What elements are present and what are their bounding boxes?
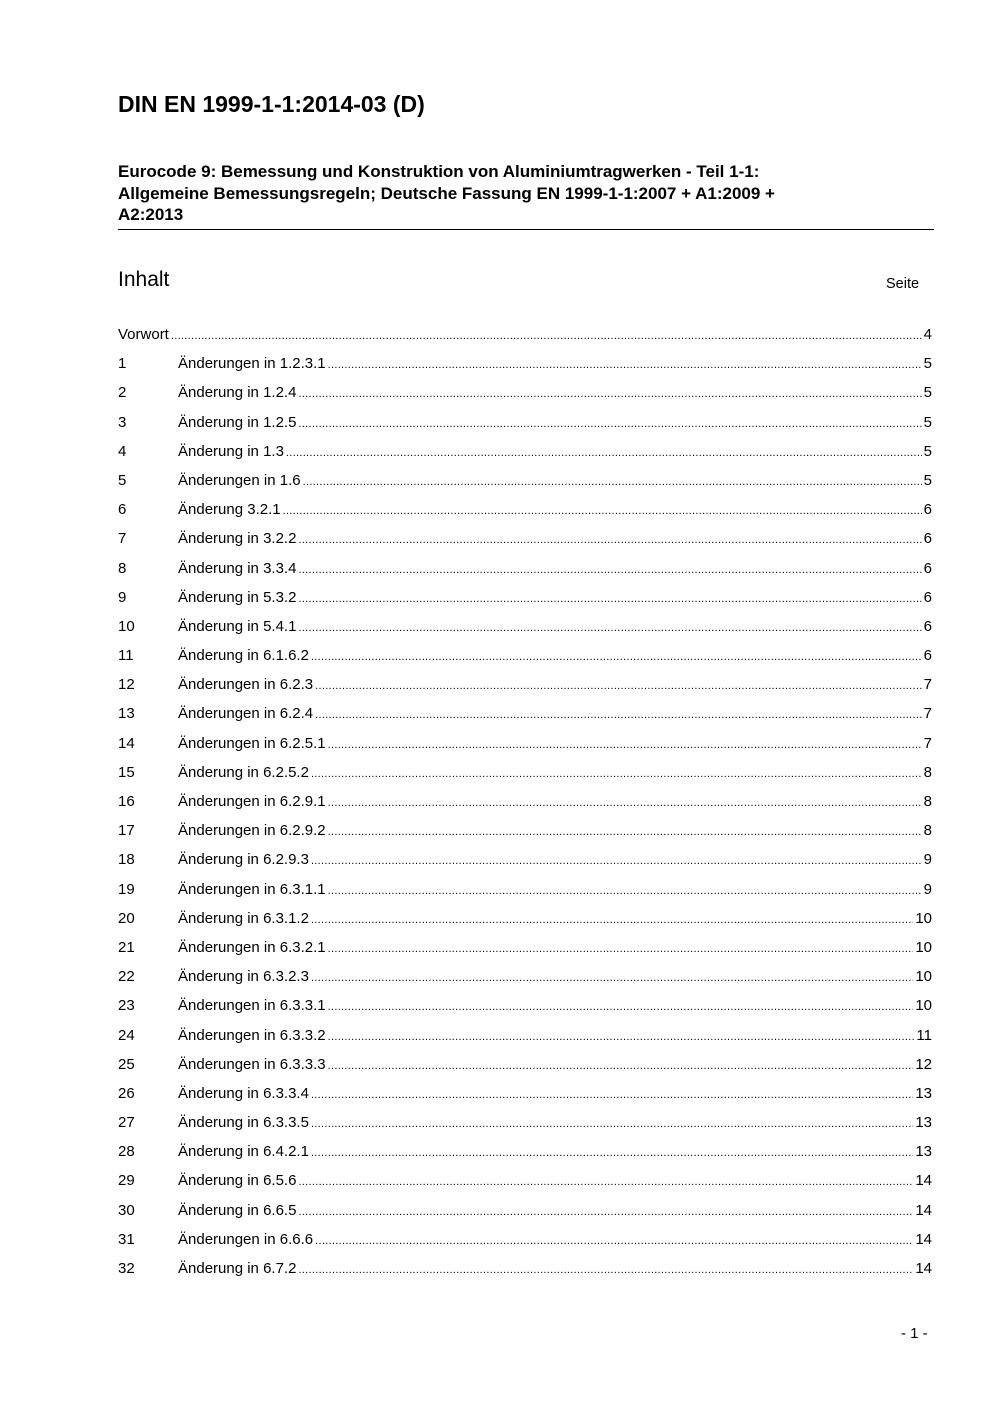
toc-entry-number: 13 [118,705,135,723]
toc-dot-leader [298,1174,913,1191]
toc-entry-page: 5 [923,442,932,460]
toc-entry-title: Änderung in 6.3.1.2 [178,909,309,927]
toc-entry[interactable] [118,910,932,939]
toc-dot-leader [283,503,922,520]
toc-entry-page: 14 [915,1260,932,1277]
subtitle-line: A2:2013 [118,205,184,224]
toc-entry-page: 8 [923,822,932,840]
toc-entry-title: Änderungen in 6.3.1.1 [178,880,326,898]
toc-entry[interactable] [118,735,932,764]
subtitle-line: Eurocode 9: Bemessung und Konstruktion von Aluminiumtragwerken - Teil 1-1: [118,162,760,181]
toc-entry-page: 10 [915,909,932,927]
toc-entry[interactable] [118,530,932,559]
toc-entry-title: Änderungen in 6.2.5.1 [178,734,326,752]
toc-entry-number: 17 [118,822,135,840]
toc-page-column-label: Seite [886,276,920,292]
toc-dot-leader [311,649,922,666]
toc-entry[interactable] [118,1056,932,1085]
toc-entry-number: 1 [118,355,127,373]
toc-dot-leader [328,795,922,812]
toc-dot-leader [286,445,922,462]
toc-dot-leader [298,1262,913,1279]
toc-entry-title: Änderungen in 6.2.3 [178,676,314,694]
toc-entry[interactable] [118,1027,932,1056]
toc-dot-leader [328,999,914,1016]
toc-dot-leader [303,474,922,491]
toc-entry[interactable] [118,1114,932,1143]
toc-entry-page: 5 [923,355,932,373]
toc-entry[interactable] [118,326,932,355]
toc-entry[interactable] [118,968,932,997]
toc-entry-page: 5 [923,384,932,402]
toc-entry-page: 14 [915,1172,932,1190]
toc-entry-number: 20 [118,909,135,927]
toc-entry[interactable] [118,1172,932,1201]
toc-entry-title: Änderung in 6.4.2.1 [178,1143,309,1161]
toc-entry-number: 30 [118,1201,135,1219]
toc-entry-page: 6 [923,501,932,519]
toc-entry-title: Änderung in 5.3.2 [178,588,297,606]
toc-entry[interactable] [118,618,932,647]
toc-entry[interactable] [118,676,932,705]
toc-entry-page: 13 [915,1084,932,1102]
toc-entry-title: Änderungen in 1.6 [178,471,301,489]
toc-entry-page: 9 [923,880,932,898]
page-number: - 1 - [901,1325,928,1342]
toc-entry-title: Änderung in 6.1.6.2 [178,647,309,665]
toc-entry[interactable] [118,764,932,793]
toc-entry-title: Änderungen in 6.3.3.2 [178,1026,326,1044]
toc-entry-title: Änderung in 6.2.9.3 [178,851,309,869]
toc-entry[interactable] [118,1202,932,1231]
toc-entry-title: Änderung in 3.2.2 [178,530,297,548]
toc-entry[interactable] [118,647,932,676]
toc-entry-page: 14 [915,1230,932,1248]
toc-entry-number: 9 [118,588,127,606]
toc-dot-leader [171,328,922,345]
toc-entry-title: Änderungen in 6.3.2.1 [178,938,326,956]
toc-dot-leader [328,941,914,958]
toc-entry[interactable] [118,1260,932,1289]
toc-entry-number: 16 [118,793,135,810]
toc-entry-page: 11 [916,1026,932,1044]
document-subtitle [118,161,918,226]
toc-entry-number: 22 [118,968,135,986]
toc-dot-leader [298,591,921,608]
toc-dot-leader [298,1204,913,1221]
toc-entry-page: 7 [923,734,932,752]
toc-entry-title: Änderung 3.2.1 [178,501,281,519]
toc-entry-title: Änderung in 6.6.5 [178,1201,297,1219]
toc-entry-title: Änderung in 6.5.6 [178,1172,297,1190]
toc-entry-number: 19 [118,880,135,898]
toc-dot-leader [311,1087,913,1104]
toc-entry-number: 25 [118,1055,135,1073]
toc-entry[interactable] [118,939,932,968]
toc-dot-leader [328,824,922,841]
toc-entry[interactable] [118,793,932,822]
toc-entry-title: Änderung in 1.2.5 [178,413,297,431]
toc-entry-page: 7 [923,705,932,723]
toc-entry-page: 6 [923,588,932,606]
toc-entry-title: Änderung in 6.3.2.3 [178,968,309,986]
toc-entry[interactable] [118,589,932,618]
toc-entry[interactable] [118,472,932,501]
toc-entry-number: 3 [118,413,127,431]
toc-entry-page: 4 [923,326,932,343]
toc-entry-page: 14 [915,1201,932,1219]
toc-entry-page: 10 [915,997,932,1015]
toc-heading: Inhalt [118,268,170,291]
toc-entry-number: 12 [118,676,135,694]
toc-entry-page: 8 [923,763,932,781]
toc-entry-page: 5 [923,413,932,431]
toc-dot-leader [311,912,913,929]
toc-dot-leader [328,1029,915,1046]
toc-entry-page: 10 [915,968,932,986]
toc-entry-number: 32 [118,1260,135,1277]
toc-entry[interactable] [118,997,932,1026]
toc-entry-title: Änderung in 1.3 [178,442,284,460]
toc-entry[interactable] [118,1143,932,1172]
toc-entry-title: Änderungen in 6.3.3.1 [178,997,326,1015]
toc-dot-leader [298,386,921,403]
toc-entry-title: Änderung in 5.4.1 [178,617,297,635]
toc-dot-leader [328,1058,914,1075]
document-title: DIN EN 1999-1-1:2014-03 (D) [118,91,425,117]
toc-entry-number: 4 [118,442,127,460]
toc-dot-leader [311,1145,913,1162]
toc-entry-number: 24 [118,1026,135,1044]
toc-dot-leader [311,1116,913,1133]
toc-entry[interactable] [118,501,932,530]
toc-entry-title: Änderung in 6.3.3.4 [178,1084,309,1102]
toc-entry-title: Änderung in 6.3.3.5 [178,1114,309,1132]
toc-entry-page: 13 [915,1143,932,1161]
toc-entry-title: Vorwort [118,326,169,343]
toc-dot-leader [315,678,922,695]
toc-entry[interactable] [118,1085,932,1114]
toc-entry-number: 2 [118,384,127,402]
toc-entry-title: Änderung in 6.7.2 [178,1260,297,1277]
toc-dot-leader [311,853,922,870]
toc-entry-page: 8 [923,793,932,810]
toc-entry-title: Änderungen in 6.6.6 [178,1230,314,1248]
toc-entry-page: 6 [923,559,932,577]
toc-entry-number: 7 [118,530,127,548]
table-of-contents [118,326,932,1289]
toc-entry-number: 31 [118,1230,135,1248]
toc-entry-number: 26 [118,1084,135,1102]
toc-dot-leader [311,766,922,783]
toc-entry-title: Änderung in 1.2.4 [178,384,297,402]
toc-entry-page: 7 [923,676,932,694]
toc-entry-number: 21 [118,938,135,956]
toc-entry-page: 9 [923,851,932,869]
subtitle-line: Allgemeine Bemessungsregeln; Deutsche Fassung EN 1999-1-1:2007 + A1:2009 + [118,183,775,203]
toc-entry-title: Änderung in 3.3.4 [178,559,297,577]
toc-entry[interactable] [118,851,932,880]
toc-dot-leader [328,357,922,374]
toc-entry[interactable] [118,384,932,413]
toc-dot-leader [328,883,922,900]
toc-entry-number: 6 [118,501,127,519]
toc-entry[interactable] [118,881,932,910]
toc-entry-number: 8 [118,559,127,577]
toc-dot-leader [328,737,922,754]
toc-entry-page: 6 [923,647,932,665]
toc-entry-page: 5 [923,471,932,489]
header-divider [118,229,934,230]
toc-entry-page: 10 [915,938,932,956]
toc-entry-title: Änderung in 6.2.5.2 [178,763,309,781]
toc-entry-page: 6 [923,530,932,548]
toc-entry[interactable] [118,1231,932,1260]
toc-dot-leader [298,416,921,433]
toc-dot-leader [315,707,922,724]
toc-entry-title: Änderungen in 6.2.9.1 [178,793,326,810]
toc-entry[interactable] [118,414,932,443]
toc-entry-number: 10 [118,617,135,635]
toc-entry-number: 23 [118,997,135,1015]
toc-entry-page: 13 [915,1114,932,1132]
toc-entry-number: 15 [118,763,135,781]
toc-entry-number: 5 [118,471,127,489]
toc-entry-number: 29 [118,1172,135,1190]
toc-dot-leader [298,620,921,637]
toc-entry-title: Änderungen in 6.3.3.3 [178,1055,326,1073]
toc-entry-number: 14 [118,734,135,752]
toc-dot-leader [315,1233,913,1250]
toc-dot-leader [298,532,921,549]
toc-dot-leader [311,970,913,987]
toc-entry-page: 6 [923,617,932,635]
toc-entry-title: Änderungen in 6.2.4 [178,705,314,723]
toc-entry-number: 28 [118,1143,135,1161]
toc-entry-page: 12 [915,1055,932,1073]
toc-dot-leader [298,562,921,579]
toc-entry[interactable] [118,705,932,734]
toc-entry-number: 18 [118,851,135,869]
toc-entry[interactable] [118,443,932,472]
toc-entry-number: 27 [118,1114,135,1132]
toc-entry-title: Änderungen in 1.2.3.1 [178,355,326,373]
toc-entry[interactable] [118,355,932,384]
toc-entry-number: 11 [118,647,134,665]
toc-entry-title: Änderungen in 6.2.9.2 [178,822,326,840]
toc-entry[interactable] [118,560,932,589]
toc-entry[interactable] [118,822,932,851]
